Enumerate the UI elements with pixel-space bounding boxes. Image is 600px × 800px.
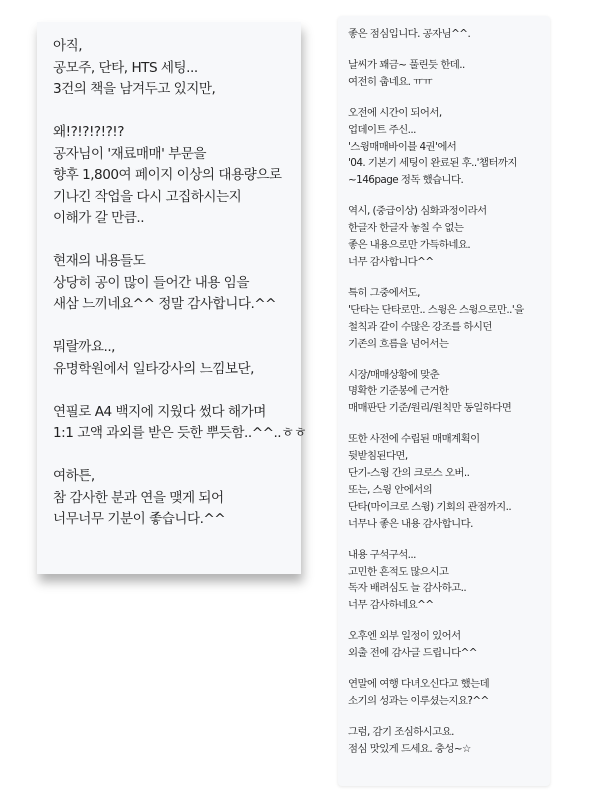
- review-message-card-left: [37, 22, 307, 574]
- message-line: 너무 감사합니다^^: [348, 255, 434, 268]
- message-line: 소기의 성과는 이루셨는지요?^^: [348, 695, 489, 707]
- message-line: 오전에 시간이 되어서,: [348, 106, 442, 119]
- message-paragraph: [348, 676, 550, 710]
- message-paragraph: [348, 431, 550, 532]
- message-line: 뒷받침된다면,: [348, 450, 408, 463]
- message-paragraph: [348, 547, 550, 615]
- message-line: ~146page 정독 했습니다.: [348, 174, 464, 187]
- message-paragraph: [348, 367, 550, 418]
- message-line: 명확한 기준봉에 근거한: [348, 385, 449, 398]
- message-line: 내용 구석구석...: [348, 548, 416, 561]
- message-line: 너무나 좋은 내용 감사합니다.: [348, 517, 473, 530]
- message-line: 이해가 갈 만큼..: [53, 210, 145, 226]
- message-line: 상당히 공이 많이 들어간 내용 임을: [53, 274, 249, 291]
- message-line: 한글자 한글자 놓칠 수 없는: [348, 222, 464, 235]
- message-line: '단타는 단타로만.. 스윙은 스윙으로만..'을: [348, 303, 524, 316]
- message-line: 참 감사한 분과 연을 맺게 되어: [53, 489, 224, 506]
- message-paragraph: [53, 122, 301, 230]
- message-paragraph: [348, 724, 550, 758]
- message-line: 또한 사전에 수립된 매매계획이: [348, 433, 480, 446]
- message-line: 향후 1,800여 페이지 이상의 대용량으로: [53, 167, 282, 183]
- message-line: 새삼 느끼네요^^ 정말 감사합니다.^^: [53, 296, 277, 312]
- message-paragraph: [53, 466, 301, 531]
- message-line: 좋은 내용으로만 가득하네요.: [348, 239, 471, 252]
- message-line: 외출 전에 감사글 드립니다^^: [348, 647, 477, 660]
- message-line: 좋은 점심입니다. 공자님^^.: [348, 28, 471, 40]
- message-line: 너무 감사하네요^^: [348, 599, 434, 612]
- message-paragraph: [53, 337, 301, 380]
- message-paragraph: [348, 628, 550, 662]
- message-paragraph: [348, 105, 550, 190]
- message-line: 시장/매매상황에 맞춘: [348, 368, 440, 381]
- message-paragraph: [348, 285, 550, 353]
- message-line: 기존의 흐름을 넘어서는: [348, 337, 449, 350]
- message-line: '스윙매매바이블 4권'에서: [348, 140, 457, 153]
- message-line: 단타(마이크로 스윙) 기회의 관점까지..: [348, 500, 512, 513]
- message-paragraph: [348, 57, 550, 91]
- message-line: '04. 기본기 세팅이 완료된 후..'챕터까지: [348, 157, 517, 170]
- message-line: 또는, 스윙 안에서의: [348, 483, 433, 496]
- message-line: 아직,: [53, 38, 83, 54]
- message-line: 그럼, 감기 조심하시고요.: [348, 725, 454, 738]
- message-line: 여전히 춥네요. ㅠㅠ: [348, 75, 433, 88]
- message-line: 너무너무 기분이 좋습니다.^^: [53, 511, 226, 527]
- message-line: 연말에 여행 다녀오신다고 했는데: [348, 678, 490, 691]
- message-line: 기나긴 작업을 다시 고집하시는지: [53, 188, 242, 205]
- message-paragraph: [53, 402, 307, 445]
- message-line: 철칙과 같이 수많은 강조를 하시던: [348, 320, 492, 333]
- message-line: 여하튼,: [53, 468, 95, 484]
- review-message-card-right: [338, 16, 550, 786]
- message-line: 연필로 A4 백지에 지웠다 썼다 해가며: [53, 403, 266, 420]
- message-paragraph: [53, 36, 301, 101]
- message-line: 오후엔 외부 일정이 있어서: [348, 630, 461, 643]
- message-line: 현재의 내용들도: [53, 253, 146, 269]
- message-line: 공모주, 단타, HTS 세팅...: [53, 59, 198, 76]
- message-line: 왜!?!?!?!?!?: [53, 124, 124, 140]
- message-line: 매매판단 기준/원리/원칙만 동일하다면: [348, 402, 512, 415]
- message-line: 유명학원에서 일타강사의 느낌보단,: [53, 360, 254, 377]
- message-line: 공자님이 '재료매매' 부문을: [53, 145, 207, 162]
- message-line: 3건의 책을 남겨두고 있지만,: [53, 81, 216, 97]
- message-line: 1:1 고액 과외를 받은 듯한 뿌듯함..^^..ㅎㅎ: [53, 425, 307, 441]
- message-line: 날씨가 꽤금~ 풀린듯 한데..: [348, 58, 465, 71]
- message-line: 독자 배려심도 늘 감사하고..: [348, 582, 467, 595]
- message-line: 뭐랄까요..,: [53, 339, 115, 355]
- message-paragraph: [348, 26, 550, 43]
- message-line: 고민한 흔적도 많으시고: [348, 565, 449, 578]
- message-line: 단기-스윙 간의 크로스 오버..: [348, 467, 470, 480]
- message-paragraph: [348, 203, 550, 271]
- message-line: 업데이트 주신...: [348, 123, 416, 136]
- message-line: 특히 그중에서도,: [348, 286, 420, 299]
- message-line: 역시, (중급이상) 심화과정이라서: [348, 205, 487, 218]
- message-paragraph: [53, 251, 301, 316]
- message-line: 점심 맛있게 드세요. 충성~☆: [348, 742, 471, 755]
